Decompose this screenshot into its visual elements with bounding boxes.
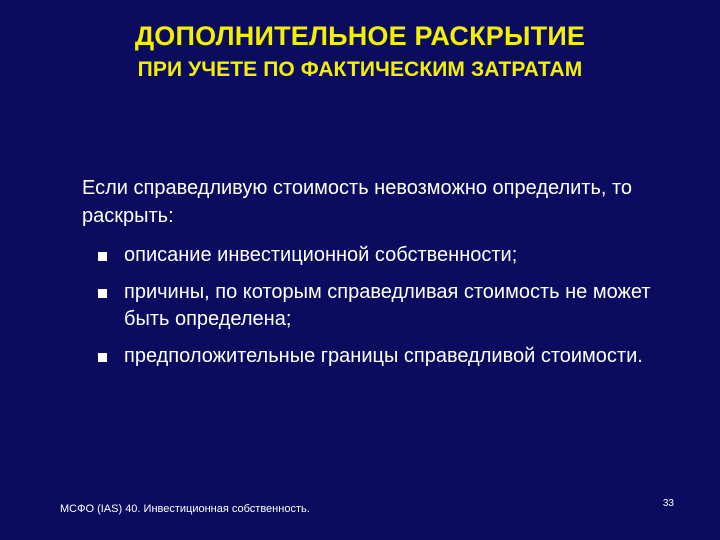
bullet-item [98, 242, 678, 269]
slide-intro-text: Если справедливую стоимость невозможно определить, то раскрыть: [82, 177, 633, 227]
bullet-text: причины, по которым справедливая стоимость не может быть определена; [124, 281, 651, 330]
bullet-item [98, 279, 678, 333]
slide-title-line-2: ПРИ УЧЕТЕ ПО ФАКТИЧЕСКИМ ЗАТРАТАМ [137, 57, 583, 81]
footer-source: МСФО (IAS) 40. Инвестиционная собственность. [60, 503, 310, 515]
page-number: 33 [662, 498, 674, 509]
square-bullet-icon [98, 353, 107, 362]
slide-title-line-1: ДОПОЛНИТЕЛЬНОЕ РАСКРЫТИЕ [134, 21, 586, 51]
bullet-item [98, 343, 678, 370]
bullet-list [98, 242, 678, 380]
slide-title [0, 22, 720, 81]
bullet-text: описание инвестиционной собственности; [124, 244, 518, 266]
square-bullet-icon [98, 252, 107, 261]
bullet-text: предположительные границы справедливой стоимости. [124, 345, 643, 367]
square-bullet-icon [98, 289, 107, 298]
